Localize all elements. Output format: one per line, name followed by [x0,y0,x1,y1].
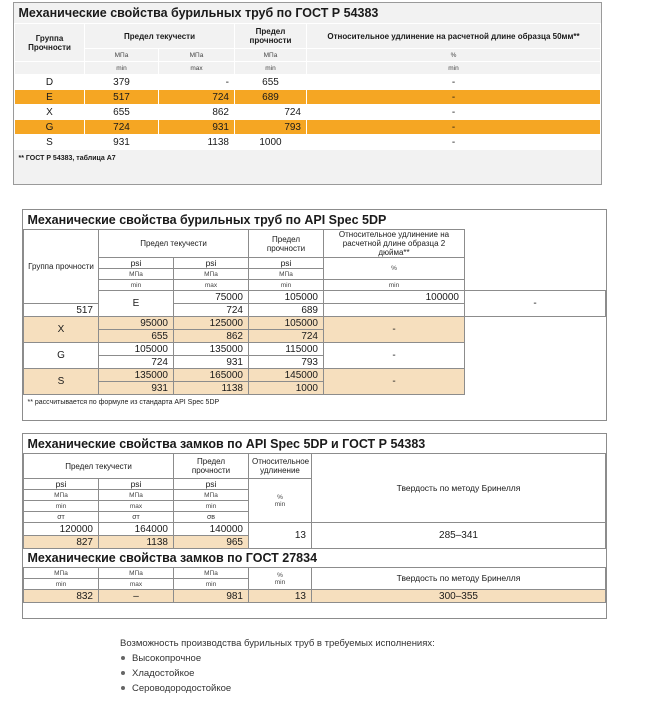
gost-pipe-properties-table [13,2,602,185]
value-cell: 793 [249,356,324,369]
value-cell: - [307,75,601,90]
value-cell: 13 [249,523,312,549]
value-cell: 862 [174,330,249,343]
production-list [119,651,231,696]
list-item [119,681,231,696]
unit-cell: МПа [159,49,235,62]
value-cell: 105000 [99,343,174,356]
value-cell: 793 [235,120,307,135]
table-title: Механические свойства замков по ГОСТ 27834 [24,549,606,568]
table-row [24,369,606,382]
table-row [24,382,606,395]
elongation-unit-cell [249,568,312,590]
api-pipe-properties-table [22,209,607,421]
unit-text: % [277,493,283,501]
value-cell: 1138 [174,382,249,395]
unit-cell: МПа [85,49,159,62]
table-row [15,135,601,150]
unit-cell: МПа [24,490,99,501]
unit-cell: МПа [99,490,174,501]
value-cell: 827 [24,536,99,549]
limit-cell: min [99,280,174,291]
limit-cell: min [235,62,307,75]
limit-text: min [274,578,286,586]
group-cell: S [24,369,99,395]
value-cell: 981 [174,590,249,603]
value-cell: 655 [235,75,307,90]
value-cell: 655 [99,330,174,343]
value-cell: 832 [24,590,99,603]
table-row [24,317,606,330]
value-cell: 135000 [174,343,249,356]
value-cell: 724 [159,90,235,105]
unit-cell: МПа [174,269,249,280]
value-cell: 105000 [249,317,324,330]
table-title: Механические свойства бурильных труб по API Spec 5DP [24,210,465,230]
value-cell: - [324,317,465,343]
yield-header: Предел текучести [99,230,249,258]
value-cell: 75000 [174,291,249,304]
empty-cell [15,62,85,75]
elongation-header: Относительное удлинение на расчетной длине образца 50мм** [307,24,601,49]
list-item-label: Высокопрочное [132,653,202,664]
table-row [15,105,601,120]
value-cell: 105000 [249,291,324,304]
unit-cell: psi [174,479,249,490]
table-title: Механические свойства бурильных труб по ГОСТ Р 54383 [18,6,379,20]
value-cell: 1138 [159,135,235,150]
limit-cell: min [324,280,465,291]
unit-cell: МПа [249,269,324,280]
group-cell: E [15,90,85,105]
table-row [24,590,606,603]
value-cell: 164000 [99,523,174,536]
group-cell: G [15,120,85,135]
unit-cell: МПа [99,568,174,579]
value-cell: 862 [159,105,235,120]
group-header: Группа Прочности [15,24,85,62]
unit-cell: psi [24,479,99,490]
value-cell: 300–355 [312,590,606,603]
list-item [119,651,231,666]
value-cell: 517 [24,304,99,317]
value-cell: 125000 [174,317,249,330]
tool-joints-properties-table [22,433,607,619]
symbol-cell: σв [174,512,249,523]
unit-cell: МПа [24,568,99,579]
hardness-header: Твердость по методу Бринелля [312,568,606,590]
limit-cell: min [24,579,99,590]
value-cell: 1000 [235,135,307,150]
value-cell: 931 [85,135,159,150]
value-cell: - [307,105,601,120]
table-row [15,90,601,105]
table-row [24,330,606,343]
value-cell: 689 [249,304,324,317]
list-item [119,666,231,681]
value-cell: 120000 [24,523,99,536]
unit-cell: МПа [235,49,307,62]
table-row [15,75,601,90]
table-row [24,343,606,356]
limit-cell: max [174,280,249,291]
limit-cell: min [85,62,159,75]
footnote: ** рассчитывается по формуле из стандарта API Spec 5DP [27,398,220,406]
elongation-header: Относительное удлинение на расчетной длине образца 2 дюйма** [324,230,465,258]
list-item-label: Хладостойкое [132,668,195,679]
value-cell: - [307,135,601,150]
unit-cell: psi [174,258,249,269]
symbol-cell: σт [99,512,174,523]
value-cell: 1138 [99,536,174,549]
unit-cell: psi [99,258,174,269]
value-cell: 724 [85,120,159,135]
hardness-header: Твердость по методу Бринелля [312,454,606,523]
group-cell: X [15,105,85,120]
value-cell: 655 [85,105,159,120]
table-row [15,120,601,135]
value-cell: - [324,343,465,369]
unit-cell: МПа [174,490,249,501]
value-cell: - [465,291,606,317]
yield-header: Предел текучести [85,24,235,49]
value-cell: - [159,75,235,90]
unit-cell: psi [99,479,174,490]
value-cell: 135000 [99,369,174,382]
value-cell: 931 [174,356,249,369]
limit-cell: min [249,280,324,291]
limit-cell: min [307,62,601,75]
limit-cell: max [159,62,235,75]
value-cell: 13 [249,590,312,603]
value-cell: 140000 [174,523,249,536]
value-cell: – [99,590,174,603]
value-cell: 724 [249,330,324,343]
group-cell: E [99,291,174,317]
value-cell: - [307,90,601,105]
value-cell: 145000 [249,369,324,382]
bullet-icon [121,671,125,675]
value-cell: 931 [159,120,235,135]
limit-cell: max [99,501,174,512]
elongation-unit-cell [249,479,312,523]
unit-cell: psi [249,258,324,269]
list-item-label: Сероводородостойкое [132,683,232,694]
value-cell: - [324,369,465,395]
unit-text: % [277,571,283,579]
limit-text: min [274,500,286,508]
value-cell: 931 [99,382,174,395]
value-cell: 517 [85,90,159,105]
group-cell: S [15,135,85,150]
group-cell: G [24,343,99,369]
table-title: Механические свойства замков по API Spec 5DP и ГОСТ Р 54383 [24,434,606,454]
limit-cell: max [99,579,174,590]
value-cell: 285–341 [312,523,606,549]
value-cell: 689 [235,90,307,105]
value-cell: - [307,120,601,135]
unit-cell: МПа [174,568,249,579]
unit-cell: % [307,49,601,62]
bullet-icon [121,656,125,660]
table-row [24,523,606,536]
value-cell: 165000 [174,369,249,382]
value-cell: 115000 [249,343,324,356]
group-header: Группа прочности [24,230,99,304]
yield-header: Предел текучести [24,454,174,479]
tensile-header: Предел прочности [174,454,249,479]
group-cell: X [24,317,99,343]
footnote: ** ГОСТ Р 54383, таблица А7 [18,154,116,162]
tensile-header: Предел прочности [235,24,307,49]
table-row [24,356,606,369]
value-cell: 724 [174,304,249,317]
table-row [24,291,606,304]
value-cell: 95000 [99,317,174,330]
limit-cell: min [24,501,99,512]
value-cell: 379 [85,75,159,90]
symbol-cell: σт [24,512,99,523]
value-cell: 1000 [249,382,324,395]
tensile-header: Предел прочности [249,230,324,258]
limit-cell: min [174,501,249,512]
value-cell: 724 [235,105,307,120]
production-caption: Возможность производства бурильных труб в требуемых исполнениях: [120,638,435,649]
limit-cell: min [174,579,249,590]
group-cell: D [15,75,85,90]
value-cell: 100000 [324,291,465,304]
elongation-header: Относительное удлинение [249,454,312,479]
value-cell: 965 [174,536,249,549]
value-cell: 724 [99,356,174,369]
unit-cell: МПа [99,269,174,280]
bullet-icon [121,686,125,690]
unit-cell: % [324,258,465,280]
